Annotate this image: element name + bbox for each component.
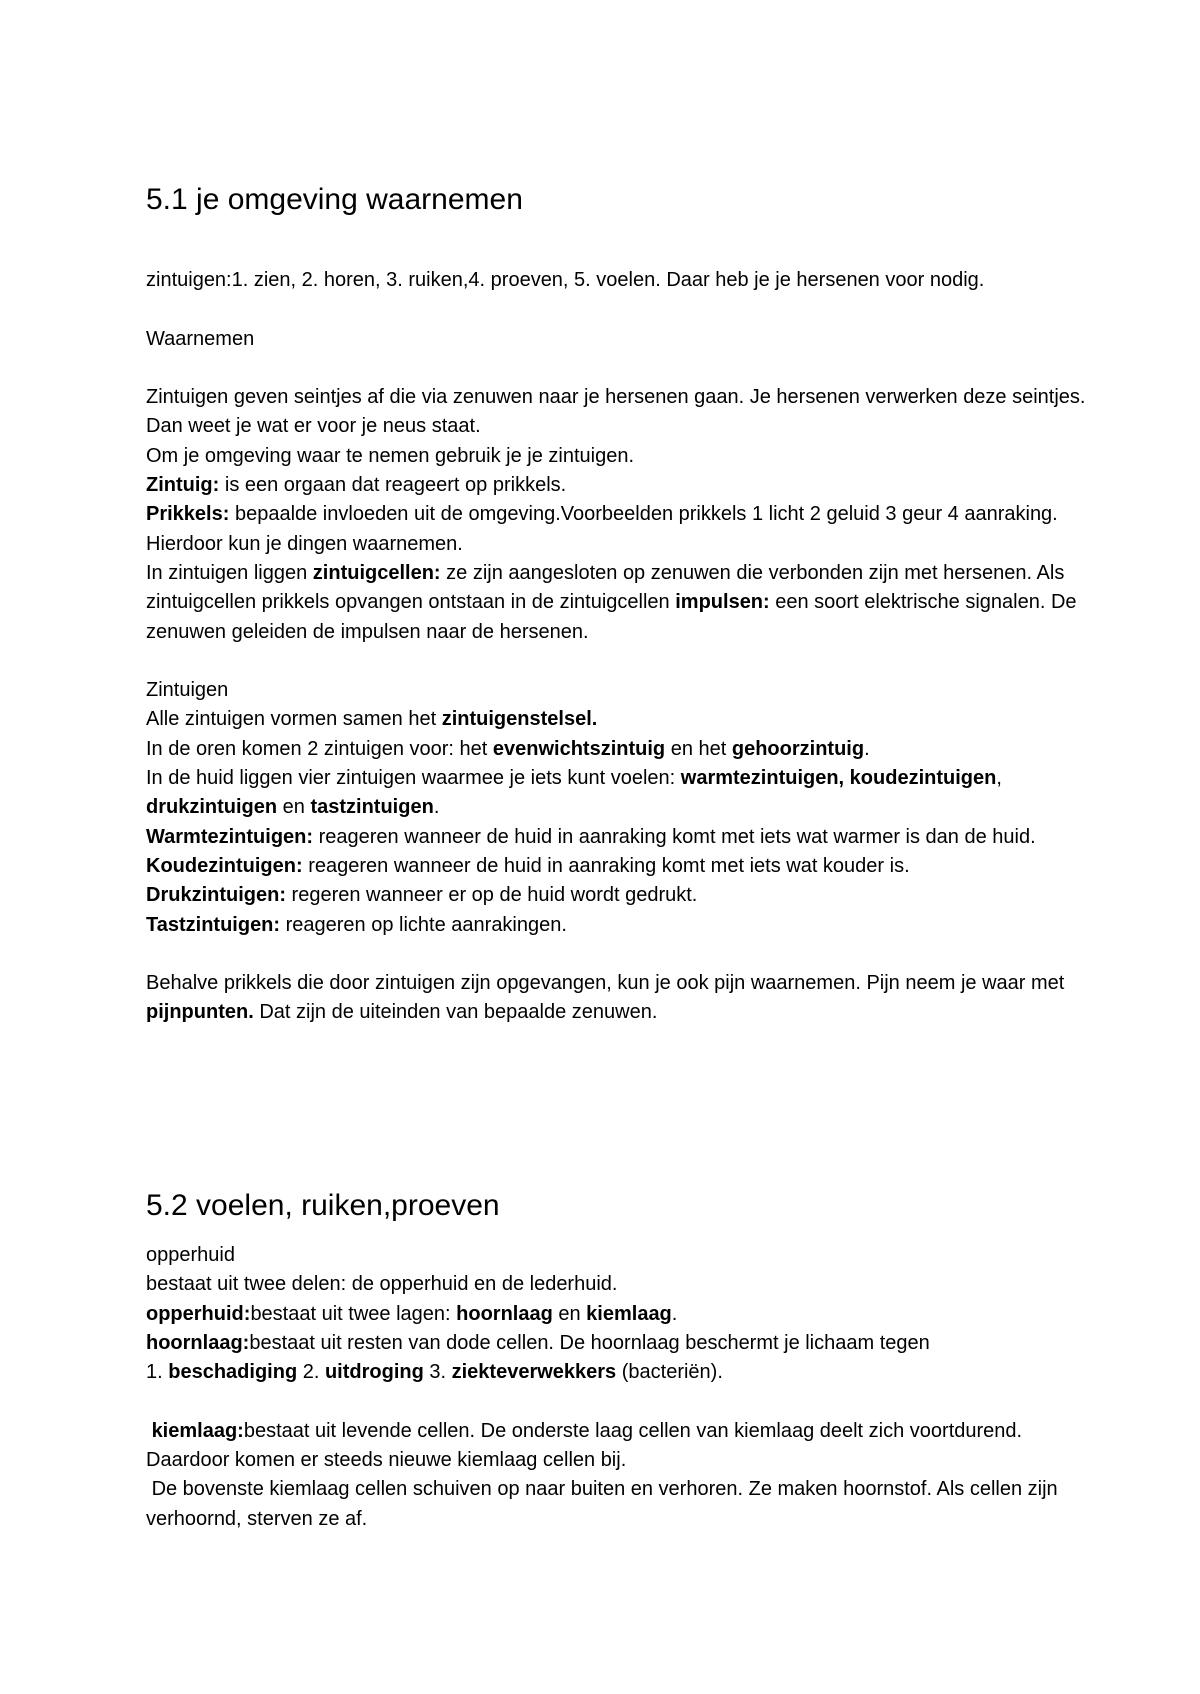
term: kiemlaag: — [151, 1419, 244, 1442]
term: zintuigcellen: — [312, 561, 441, 584]
term: Drukzintuigen: — [146, 884, 286, 907]
paragraph: Zintuigen geven seintjes af die via zenuwen naar je hersenen gaan. Je hersenen verwerken deze seintjes. Dan weet je wat er voor je neus staat. — [146, 386, 1086, 438]
term: Zintuig: — [146, 474, 220, 497]
subheading-zintuigen: Zintuigen — [146, 679, 229, 702]
definition-koudezintuigen: Koudezintuigen: reageren wanneer de huid in aanraking komt met iets wat kouder is. — [146, 854, 910, 877]
protection-list: 1. beschadiging 2. uitdroging 3. ziekteverwekkers (bacteriën). — [146, 1361, 723, 1384]
paragraph: bestaat uit twee delen: de opperhuid en de lederhuid. — [146, 1273, 618, 1296]
paragraph: De bovenste kiemlaag cellen schuiven op naar buiten en verhoren. Ze maken hoornstof. Als cellen zijn verhoornd, sterven ze af. — [146, 1478, 1064, 1530]
section-body-5-1 — [146, 266, 1086, 1028]
section-heading-5-1: 5.1 je omgeving waarnemen — [146, 183, 523, 216]
term: Tastzintuigen: — [146, 913, 281, 936]
term: tastzintuigen — [310, 796, 434, 819]
subheading-waarnemen: Waarnemen — [146, 327, 255, 350]
term: uitdroging — [324, 1361, 424, 1384]
term: impulsen: — [675, 591, 770, 614]
term: pijnpunten. — [146, 1001, 254, 1024]
term: evenwichtszintuig — [492, 737, 666, 760]
subheading-opperhuid: opperhuid — [146, 1244, 235, 1266]
term: zintuigenstelsel. — [441, 708, 598, 731]
term: Warmtezintuigen: — [146, 825, 314, 848]
definition-prikkels: Prikkels: bepaalde invloeden uit de omgeving.Voorbeelden prikkels 1 licht 2 geluid 3 geur 4 aanraking. — [146, 503, 1058, 526]
definition-zintuig: Zintuig: is een orgaan dat reageert op prikkels. — [146, 474, 567, 497]
section-body-5-2 — [146, 1241, 1086, 1534]
paragraph: In de huid liggen vier zintuigen waarmee je iets kunt voelen: warmtezintuigen, koudezintuigen, drukzintuigen en tastzintuigen. — [146, 767, 1002, 819]
term: beschadiging — [168, 1361, 298, 1384]
term: Prikkels: — [146, 503, 230, 526]
term: kiemlaag — [586, 1302, 672, 1325]
definition-tastzintuigen: Tastzintuigen: reageren op lichte aanrakingen. — [146, 913, 567, 936]
intro-paragraph: zintuigen:1. zien, 2. horen, 3. ruiken,4. proeven, 5. voelen. Daar heb je je hersenen voor nodig. — [146, 269, 985, 291]
definition-warmtezintuigen: Warmtezintuigen: reageren wanneer de huid in aanraking komt met iets wat warmer is dan de huid. — [146, 825, 1036, 848]
definition-drukzintuigen: Drukzintuigen: regeren wanneer er op de huid wordt gedrukt. — [146, 884, 698, 907]
paragraph: Alle zintuigen vormen samen het zintuigenstelsel. — [146, 708, 598, 731]
term: opperhuid: — [146, 1302, 251, 1325]
term: hoornlaag — [456, 1302, 553, 1325]
definition-opperhuid: opperhuid:bestaat uit twee lagen: hoornlaag en kiemlaag. — [146, 1302, 678, 1325]
paragraph-zintuigcellen: In zintuigen liggen zintuigcellen: ze zijn aangesloten op zenuwen die verbonden zijn met hersenen. Als zintuigcellen prikkels opvangen ontstaan in de zintuigcellen impulsen: een soort elektrische signalen. De zenuwen geleiden de impulsen naar de hersenen. — [146, 561, 1077, 643]
paragraph-pijnpunten: Behalve prikkels die door zintuigen zijn opgevangen, kun je ook pijn waarnemen. Pijn neem je waar met pijnpunten. Dat zijn de uiteinden van bepaalde zenuwen. — [146, 972, 1065, 1024]
section-heading-5-2: 5.2 voelen, ruiken,proeven — [146, 1189, 500, 1222]
term: drukzintuigen — [146, 796, 278, 819]
term: ziekteverwekkers — [451, 1361, 617, 1384]
paragraph: In de oren komen 2 zintuigen voor: het evenwichtszintuig en het gehoorzintuig. — [146, 737, 870, 760]
paragraph: Hierdoor kun je dingen waarnemen. — [146, 532, 463, 555]
paragraph: Om je omgeving waar te nemen gebruik je je zintuigen. — [146, 444, 635, 467]
term: Koudezintuigen: — [146, 854, 303, 877]
definition-kiemlaag: kiemlaag:bestaat uit levende cellen. De onderste laag cellen van kiemlaag deelt zich voortdurend. Daardoor komen er steeds nieuwe kiemlaag cellen bij. — [146, 1419, 1023, 1472]
definition-hoornlaag: hoornlaag:bestaat uit resten van dode cellen. De hoornlaag beschermt je lichaam tegen — [146, 1331, 930, 1354]
term: hoornlaag: — [146, 1331, 250, 1354]
term: gehoorzintuig — [731, 737, 865, 760]
term: warmtezintuigen, koudezintuigen — [680, 767, 997, 790]
